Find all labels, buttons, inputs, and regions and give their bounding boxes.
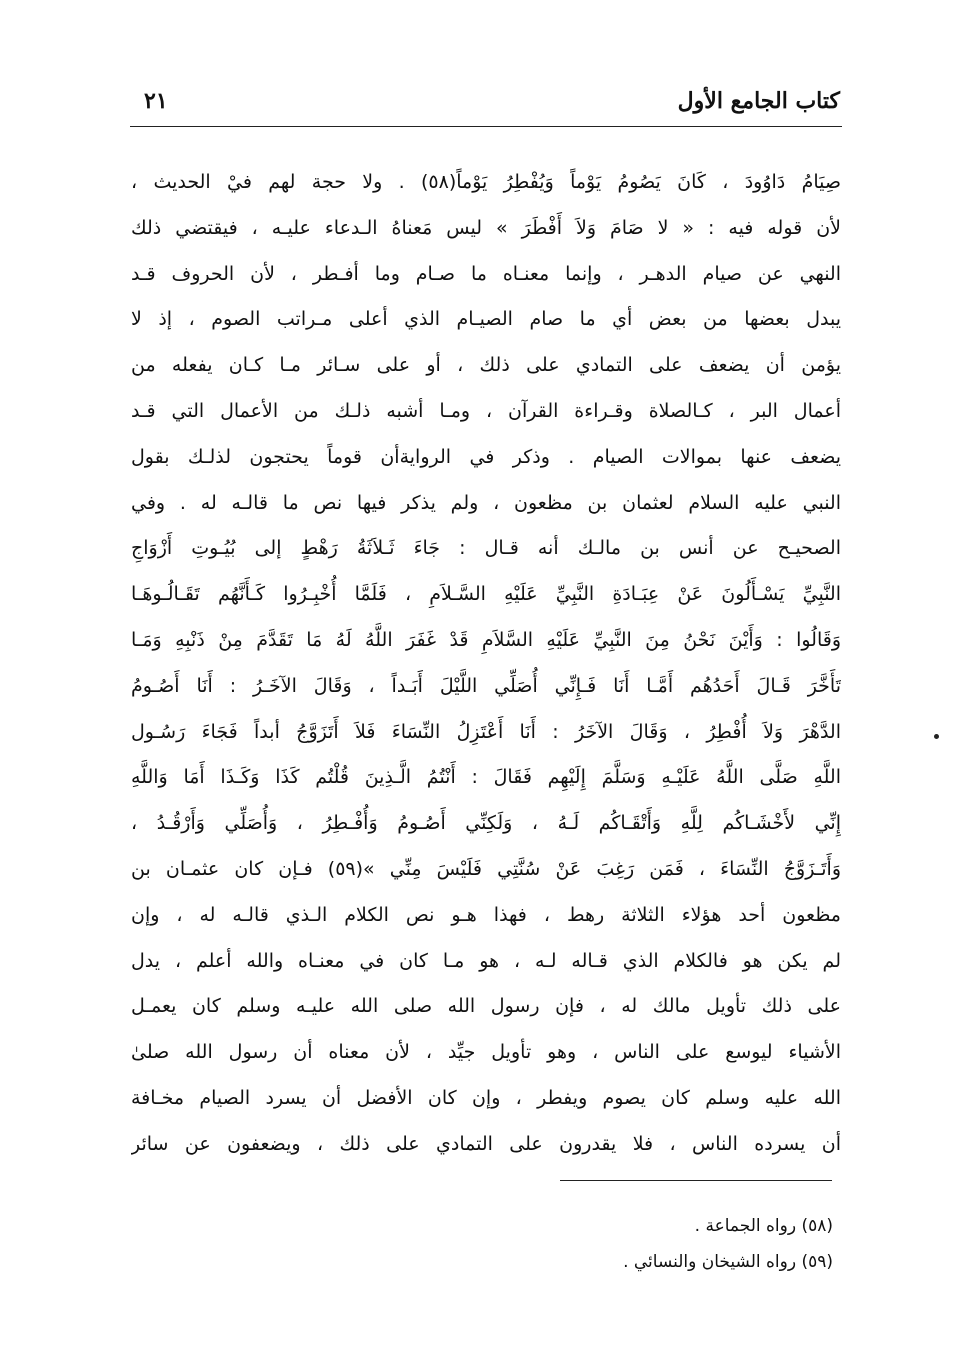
body-text bbox=[131, 160, 841, 1168]
footnotes bbox=[333, 1208, 833, 1280]
text-line: الدَّهْرَ وَلاَ أُفْطِرُ ، وَقَالَ الآخَرُ : أَنَا أَعْتَزِلُ النِّسَاءَ فَلاَ أَتَزَوَّجُ أبداً فَجَاءَ رَسُـول bbox=[131, 720, 841, 743]
text-line: إِنِّي لأَخْشَـاكُم لِلَّهِ وَأَتْقَـاكُم لَـهُ ، وَلَكِنِّي أَصُـومُ وَأُفْـطِرُ ، وَأُصَلِّي وَأَرْقُـدُ ، bbox=[131, 812, 841, 835]
text-line: النهي عن صيام الدهـر ، وإنما معنـاه ما صـام وما أفـطر ، لأن الحروف قـد bbox=[131, 262, 841, 285]
text-line: الصحيـح عن أنس بن مالـك أنه قـال : جَاءَ ثَـلاَثَةُ رَهْطٍ إلى بُيُـوتِ أَزْوَاجِ bbox=[131, 537, 841, 560]
text-line: يبدل بعضها من بعض أي ما صام الصيـام الذي أعلى مـراتب الصوم ، إذ لا bbox=[131, 308, 841, 331]
text-line: على ذلك تأويل مالك له ، فإن رسول الله صلى الله عليـه وسلم كان يعمـل bbox=[131, 995, 841, 1018]
footnote: (٥٩) رواه الشيخان والنسائي . bbox=[623, 1252, 833, 1272]
text-line: أعمال البر ، كـالصلاة وقـراءة القرآن ، ومـا أشبه ذلـك من الأعمال التي قـد bbox=[131, 399, 841, 422]
book-title: كتاب الجامع الأول bbox=[677, 88, 840, 114]
header-divider bbox=[130, 126, 842, 127]
text-line: يضعف عنها بموالات الصيام . وذكر في الروايةأن قوماً يحتجون لذلـك بقول bbox=[131, 445, 841, 468]
text-line: اللَّهِ صَلَّى اللَّهُ عَلَيْـهِ وَسَلَّمَ إِلَيْهِم فَقَالَ : أَنْتُمُ الَّـذِينَ قُلْتُم كَذَا وَكَـذَا أَمَا وَاللَّهِ bbox=[131, 766, 841, 789]
text-line: النَّبِيِّ يَسْـأَلُونَ عَنْ عِبَـادَةِ النَّبِيِّ عَلَيْهِ السَّـلاَمِ ، فَلَمَّا أُخْبِـرُوا كَـأَنَّهُم تَقَـالُـوهَـا bbox=[131, 583, 841, 606]
text-line: الأشياء ليوسع على الناس ، وهو تأويل جيِّد ، لأن معناه أن رسول الله صلىٰ bbox=[131, 1041, 841, 1064]
text-line: صِيَامُ دَاوُودَ ، كَانَ يَصُومُ يَوْماً وَيُفْطِرُ يَوْماً(٥٨) . ولا حجة لهم فيْ الحديث ، bbox=[131, 171, 841, 193]
text-line: مظعون أحد هؤلاء الثلاثة رهط ، فهذا هـو نص الكلام الـذي قالـه له ، وإن bbox=[131, 903, 841, 926]
text-line: لم يكن هو فالكلام الذي قـاله لـه ، هو مـا كان في معنـاه والله أعلم ، يدل bbox=[131, 949, 841, 972]
page-number: ٢١ bbox=[144, 88, 168, 114]
footnote: (٥٨) رواه الجماعة . bbox=[694, 1216, 833, 1236]
text-line: وَقَالُوا : وَأَيْنَ نَحْنُ مِنَ النَّبِيِّ عَلَيْهِ السَّلاَمِ قَدْ غَفَرَ اللَّهُ لَهُ مَا تَقَدَّمَ مِنْ ذَنْبِهِ وَمَـا bbox=[131, 628, 841, 651]
text-line: وَأَتَـزَوَّجُ النِّسَاءَ ، فَمَن رَغِبَ عَنْ سُنَّتِي فَلَيْسَ مِنِّي »(٥٩) فـإن كان عثمـان بن bbox=[131, 857, 841, 880]
text-line: تَأَخَّرَ قَـالَ أَحَدُهُم أَمَّـا أَنَا فَـإِنِّي أُصَلِّي اللَّيْلَ أَبَـداً ، وَقَالَ الآخَـرُ : أَنَا أَصُـومُ bbox=[131, 674, 841, 697]
footnote-divider bbox=[560, 1180, 832, 1181]
text-line: أن يسرده الناس ، فلا يقدرون على التمادي على ذلك ، ويضعفون عن سائر bbox=[131, 1132, 841, 1155]
text-line: النبي عليه السلام لعثمان بن مظعون ، ولم يذكر فيها نص ما قالـه له . وفي bbox=[131, 491, 841, 514]
text-line: الله عليه وسلم كان يصوم ويفطر ، وإن كان الأفضل أن يسرد الصيام مخـافة bbox=[131, 1086, 841, 1109]
text-line: يؤمن أن يضعف على التمادي على ذلك ، أو على سـائر مـا كـان يفعله من bbox=[131, 354, 841, 377]
margin-dot bbox=[934, 734, 939, 739]
text-line: لأن قوله فيه : « لا صَامَ وَلاَ أَفْطَرَ » ليس مَعناهُ الـدعاء عليـه ، فيقتضي ذلك bbox=[131, 216, 841, 239]
page-header bbox=[130, 84, 840, 124]
